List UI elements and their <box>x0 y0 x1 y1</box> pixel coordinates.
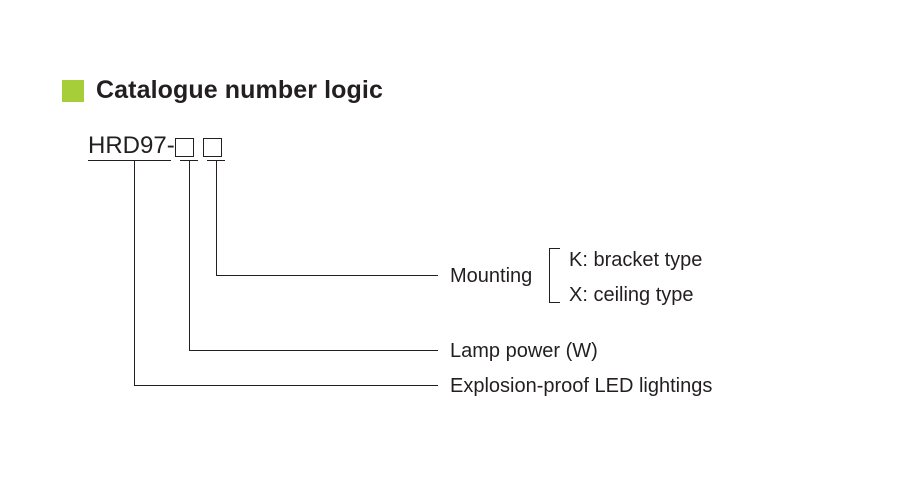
leader-line-series-vertical <box>134 160 135 385</box>
page-title: Catalogue number logic <box>96 76 383 104</box>
code-box-lamp-power <box>175 138 194 157</box>
mounting-option-bracket-type: K: bracket type <box>569 249 703 271</box>
leader-line-mounting-horizontal <box>216 275 438 276</box>
mounting-options-bracket <box>549 248 560 303</box>
callout-label-lamp-power: Lamp power (W) <box>450 340 598 362</box>
callout-label-mounting: Mounting <box>450 265 533 287</box>
leader-line-series-horizontal <box>134 385 438 386</box>
leader-line-lamp-power-horizontal <box>189 350 438 351</box>
leader-line-lamp-power-vertical <box>189 160 190 350</box>
callout-label-series: Explosion-proof LED lightings <box>450 375 713 397</box>
leader-line-mounting-vertical <box>216 160 217 275</box>
underline-prefix <box>88 160 171 161</box>
catalogue-code-prefix: HRD97- <box>88 132 175 159</box>
section-heading <box>62 76 383 105</box>
catalogue-code <box>88 128 222 160</box>
code-box-mounting <box>203 138 222 157</box>
heading-marker-icon <box>62 80 84 102</box>
mounting-option-ceiling-type: X: ceiling type <box>569 284 694 306</box>
